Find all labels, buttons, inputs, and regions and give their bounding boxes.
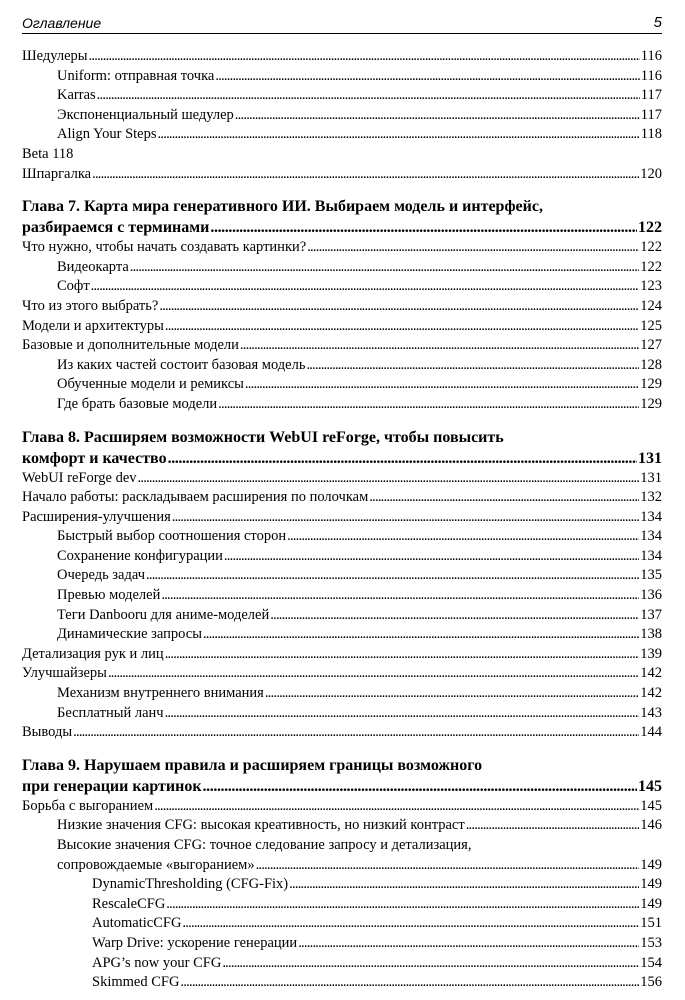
leader-dots [89, 47, 640, 67]
toc-entry-wrapped [22, 836, 662, 875]
toc-entry-title: Софт [57, 278, 90, 295]
toc-entry-title: Видеокарта [57, 258, 129, 275]
toc-entry-title: Борьба с выгоранием [22, 797, 154, 814]
toc-entry [22, 277, 662, 297]
toc-entry-title: Обученные модели и ремиксы [57, 376, 244, 393]
toc-entry-title: Быстрый выбор соотношения сторон [57, 528, 287, 545]
toc-entry-title: Начало работы: раскладываем расширения по полочкам [22, 489, 369, 506]
toc-entry [22, 797, 662, 817]
chapter-8-heading [22, 427, 662, 469]
toc-entry-title: Beta 118 [22, 145, 74, 162]
toc-entry-page: 117 [640, 87, 662, 104]
leader-dots [91, 277, 640, 297]
toc-entry-title: Экспоненциальный шедулер [57, 106, 234, 123]
toc-entry [22, 395, 662, 415]
toc-entry-page: 122 [640, 258, 662, 275]
toc-entry [22, 488, 662, 508]
leader-dots [166, 895, 639, 915]
toc-entry-title: DynamicThresholding (CFG-Fix) [92, 876, 289, 893]
leader-dots [203, 625, 639, 645]
toc-entry-line2: сопровождаемые «выгоранием» . . . 149 [57, 856, 662, 876]
leader-dots [146, 566, 639, 586]
toc-entry-page: 116 [640, 67, 662, 84]
leader-dots [165, 704, 640, 724]
leader-dots [224, 547, 639, 567]
toc-entry-title: Выводы [22, 724, 73, 741]
toc-entry [22, 875, 662, 895]
leader-dots [73, 723, 639, 743]
toc-entry [22, 86, 662, 106]
leader-dots [240, 336, 639, 356]
toc-entry-page: 127 [640, 337, 662, 354]
leader-dots [215, 67, 639, 87]
toc-entry-page: 129 [640, 395, 662, 412]
toc-entry [22, 566, 662, 586]
chapter-8-entries [22, 469, 662, 743]
toc-entry [22, 336, 662, 356]
toc-entry-page: 153 [640, 934, 662, 951]
chapter-8-title-line1: Глава 8. Расширяем возможности WebUI reForge, чтобы повысить [22, 428, 504, 446]
toc-entry-page: 151 [640, 915, 662, 932]
toc-entry [22, 67, 662, 87]
toc-entry [22, 47, 662, 67]
leader-dots [182, 914, 639, 934]
leader-dots [265, 684, 639, 704]
running-header [22, 14, 662, 34]
toc-entry [22, 664, 662, 684]
toc-entry-title: WebUI reForge dev [22, 469, 137, 486]
toc-entry-title: Где брать базовые модели [57, 395, 218, 412]
toc-entry-title: Шедулеры [22, 48, 88, 64]
toc-entry-page: 131 [640, 469, 662, 486]
toc-entry [22, 317, 662, 337]
toc-entry-page: 116 [640, 48, 662, 64]
toc-entry-page: 146 [640, 817, 662, 834]
toc-entry [22, 547, 662, 567]
toc-entry-title: Очередь задач [57, 567, 145, 584]
toc-entry [22, 527, 662, 547]
toc-entry-title: Механизм внутреннего внимания [57, 685, 264, 702]
chapter-7-title-line2: разбираемся с терминами . . . 122 [22, 217, 662, 238]
toc-entry-title: Бесплатный ланч [57, 704, 164, 721]
toc-entry [22, 684, 662, 704]
toc-block-chapter-6-tail [22, 47, 662, 184]
toc-entry [22, 895, 662, 915]
chapter-9-title-line2: при генерации картинок . . . 145 [22, 776, 662, 797]
toc-entry-title: Karras [57, 87, 96, 104]
leader-dots [306, 356, 639, 376]
toc-entry-title: AutomaticCFG [92, 915, 182, 932]
leader-dots [159, 297, 639, 317]
toc-entry [22, 106, 662, 126]
toc-entry [22, 586, 662, 606]
toc-entry-title: Warp Drive: ускорение генерации [92, 934, 298, 951]
toc-entry-title: Теги Danbooru для аниме-моделей [57, 606, 270, 623]
toc-entry-page: 149 [640, 856, 662, 873]
toc-entry [22, 469, 662, 489]
toc-entry-title: Что из этого выбрать? [22, 297, 159, 314]
toc-entry [22, 606, 662, 626]
toc-entry-page: 120 [640, 165, 662, 182]
toc-entry-title: Базовые и дополнительные модели [22, 337, 239, 354]
toc-entry [22, 145, 662, 165]
toc-entry-page: 145 [640, 797, 662, 814]
toc-entry [22, 914, 662, 934]
toc-entry-page: 138 [640, 626, 662, 643]
toc-entry [22, 375, 662, 395]
leader-dots [165, 317, 639, 337]
toc-entry-title: Превью моделей [57, 587, 161, 604]
chapter-7-heading [22, 196, 662, 238]
leader-dots [203, 776, 637, 797]
chapter-9-entries [22, 797, 662, 836]
toc-entry-title: Uniform: отправная точка [57, 67, 215, 84]
leader-dots [165, 645, 640, 665]
chapter-8-page: 131 [638, 449, 662, 467]
leader-dots [218, 395, 639, 415]
chapter-9-page: 145 [638, 777, 662, 795]
toc-entry [22, 356, 662, 376]
leader-dots [235, 106, 640, 126]
chapter-9-heading [22, 755, 662, 797]
leader-dots [222, 954, 639, 974]
toc-entry [22, 297, 662, 317]
leader-dots [138, 469, 640, 489]
section-title: Оглавление [22, 15, 102, 31]
leader-dots [298, 934, 639, 954]
chapter-8-title-line2: комфорт и качество . . . 131 [22, 448, 662, 469]
toc-entry-page: 137 [640, 606, 662, 623]
toc-entry-title: Динамические запросы [57, 626, 202, 643]
toc-entry-page: 118 [640, 126, 662, 143]
leader-dots [154, 797, 639, 817]
toc-entry-page: 124 [640, 297, 662, 314]
toc-entry [22, 508, 662, 528]
toc-entry-page: 117 [640, 106, 662, 123]
leader-dots [270, 606, 639, 626]
toc-entry-page: 125 [640, 317, 662, 334]
toc-entry-page: 149 [640, 895, 662, 912]
toc-entry-title: Из каких частей состоит базовая модель [57, 356, 306, 373]
leader-dots [210, 217, 637, 238]
table-of-contents [22, 47, 662, 993]
toc-entry-page: 156 [640, 974, 662, 991]
toc-entry-page: 132 [640, 489, 662, 506]
leader-dots [168, 448, 637, 469]
toc-entry [22, 723, 662, 743]
toc-entry [22, 258, 662, 278]
toc-entry-page: 129 [640, 376, 662, 393]
leader-dots [92, 165, 639, 185]
toc-entry [22, 238, 662, 258]
leader-dots [161, 586, 639, 606]
leader-dots [180, 973, 639, 993]
toc-entry-page: 142 [640, 685, 662, 702]
leader-dots [289, 875, 639, 895]
toc-entry-title: Улучшайзеры [22, 665, 107, 682]
toc-entry [22, 625, 662, 645]
chapter-7-title-line1: Глава 7. Карта мира генеративного ИИ. Выбираем модель и интерфейс, [22, 198, 543, 216]
toc-entry-page: 149 [640, 876, 662, 893]
toc-entry-title: Детализация рук и лиц [22, 645, 164, 662]
leader-dots [108, 664, 639, 684]
toc-entry [22, 645, 662, 665]
toc-entry [22, 704, 662, 724]
chapter-9-title-line1: Глава 9. Нарушаем правила и расширяем границы возможного [22, 756, 483, 774]
chapter-7-page: 122 [638, 219, 662, 237]
toc-entry [22, 165, 662, 185]
toc-entry-page: 134 [640, 528, 662, 545]
toc-entry-page: 123 [640, 278, 662, 295]
toc-entry-page: 134 [640, 547, 662, 564]
toc-entry [22, 125, 662, 145]
leader-dots [466, 816, 640, 836]
toc-entry-page: 154 [640, 954, 662, 971]
toc-entry-page: 139 [640, 645, 662, 662]
chapter-9-subentries [22, 875, 662, 993]
toc-entry-title: Сохранение конфигурации [57, 547, 223, 564]
leader-dots [307, 238, 639, 258]
leader-dots [97, 86, 640, 106]
toc-entry-page: 122 [640, 239, 662, 256]
toc-entry-page: 128 [640, 356, 662, 373]
leader-dots [256, 856, 640, 876]
toc-entry [22, 816, 662, 836]
toc-entry-page: 142 [640, 665, 662, 682]
leader-dots [245, 375, 639, 395]
toc-entry-page: 135 [640, 567, 662, 584]
toc-entry [22, 954, 662, 974]
toc-entry-page: 136 [640, 587, 662, 604]
toc-entry-line1: Высокие значения CFG: точное следование запросу и детализация, [57, 837, 472, 853]
toc-entry [22, 973, 662, 993]
toc-entry-title: Низкие значения CFG: высокая креативность, но низкий контраст [57, 817, 465, 834]
toc-entry-title: Align Your Steps [57, 126, 157, 143]
leader-dots [158, 125, 640, 145]
chapter-7-entries [22, 238, 662, 414]
toc-entry-page: 134 [640, 508, 662, 525]
toc-entry [22, 934, 662, 954]
toc-entry-title: Модели и архитектуры [22, 317, 164, 334]
toc-entry-title: RescaleCFG [92, 895, 166, 912]
toc-entry-title: APG’s now your CFG [92, 954, 222, 971]
toc-entry-title: Что нужно, чтобы начать создавать картинки? [22, 239, 307, 256]
leader-dots [287, 527, 639, 547]
leader-dots [172, 508, 640, 528]
toc-entry-page: 144 [640, 724, 662, 741]
toc-entry-page: 143 [640, 704, 662, 721]
toc-entry-title: Шпаргалка [22, 165, 92, 182]
toc-entry-title: Skimmed CFG [92, 974, 180, 991]
page-number: 5 [653, 14, 662, 31]
leader-dots [130, 258, 639, 278]
leader-dots [369, 488, 639, 508]
toc-entry-title: Расширения-улучшения [22, 508, 171, 525]
